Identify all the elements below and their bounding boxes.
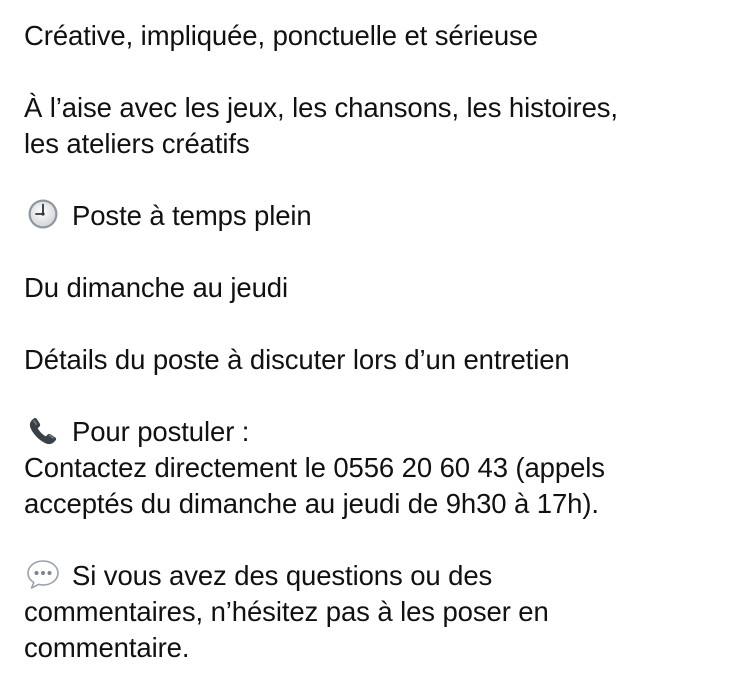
paragraph-gap bbox=[24, 522, 729, 558]
paragraph-gap bbox=[24, 162, 729, 198]
apply-heading-line bbox=[24, 414, 729, 450]
details-line: Détails du poste à discuter lors d’un entretien bbox=[24, 344, 570, 375]
telephone-receiver-icon bbox=[24, 414, 62, 446]
apply-heading-text: Pour postuler : bbox=[72, 416, 250, 447]
qualities-paragraph bbox=[24, 18, 729, 54]
contact-line-2: acceptés du dimanche au jeudi de 9h30 à 17h). bbox=[24, 488, 599, 519]
paragraph-gap bbox=[24, 306, 729, 342]
skills-paragraph bbox=[24, 90, 729, 162]
paragraph-gap bbox=[24, 54, 729, 90]
questions-line-3: commentaire. bbox=[24, 632, 190, 663]
apply-paragraph bbox=[24, 414, 729, 522]
questions-paragraph bbox=[24, 558, 729, 666]
days-paragraph bbox=[24, 270, 729, 306]
skills-line-1: À l’aise avec les jeux, les chansons, les histoires, bbox=[24, 92, 618, 123]
clock-icon bbox=[24, 198, 62, 230]
post-body bbox=[24, 18, 729, 666]
skills-line-2: les ateliers créatifs bbox=[24, 128, 250, 159]
full-time-line bbox=[24, 198, 729, 234]
questions-line-1 bbox=[24, 558, 729, 594]
questions-line-2: commentaires, n’hésitez pas à les poser en bbox=[24, 596, 549, 627]
details-paragraph bbox=[24, 342, 729, 378]
speech-balloon-icon bbox=[24, 558, 62, 590]
contact-line-1: Contactez directement le 0556 20 60 43 (appels bbox=[24, 452, 605, 483]
paragraph-gap bbox=[24, 234, 729, 270]
days-line: Du dimanche au jeudi bbox=[24, 272, 289, 303]
paragraph-gap bbox=[24, 378, 729, 414]
questions-text: Si vous avez des questions ou des bbox=[72, 560, 493, 591]
schedule-paragraph bbox=[24, 198, 729, 234]
full-time-text: Poste à temps plein bbox=[72, 200, 312, 231]
qualities-line: Créative, impliquée, ponctuelle et sérieuse bbox=[24, 20, 538, 51]
